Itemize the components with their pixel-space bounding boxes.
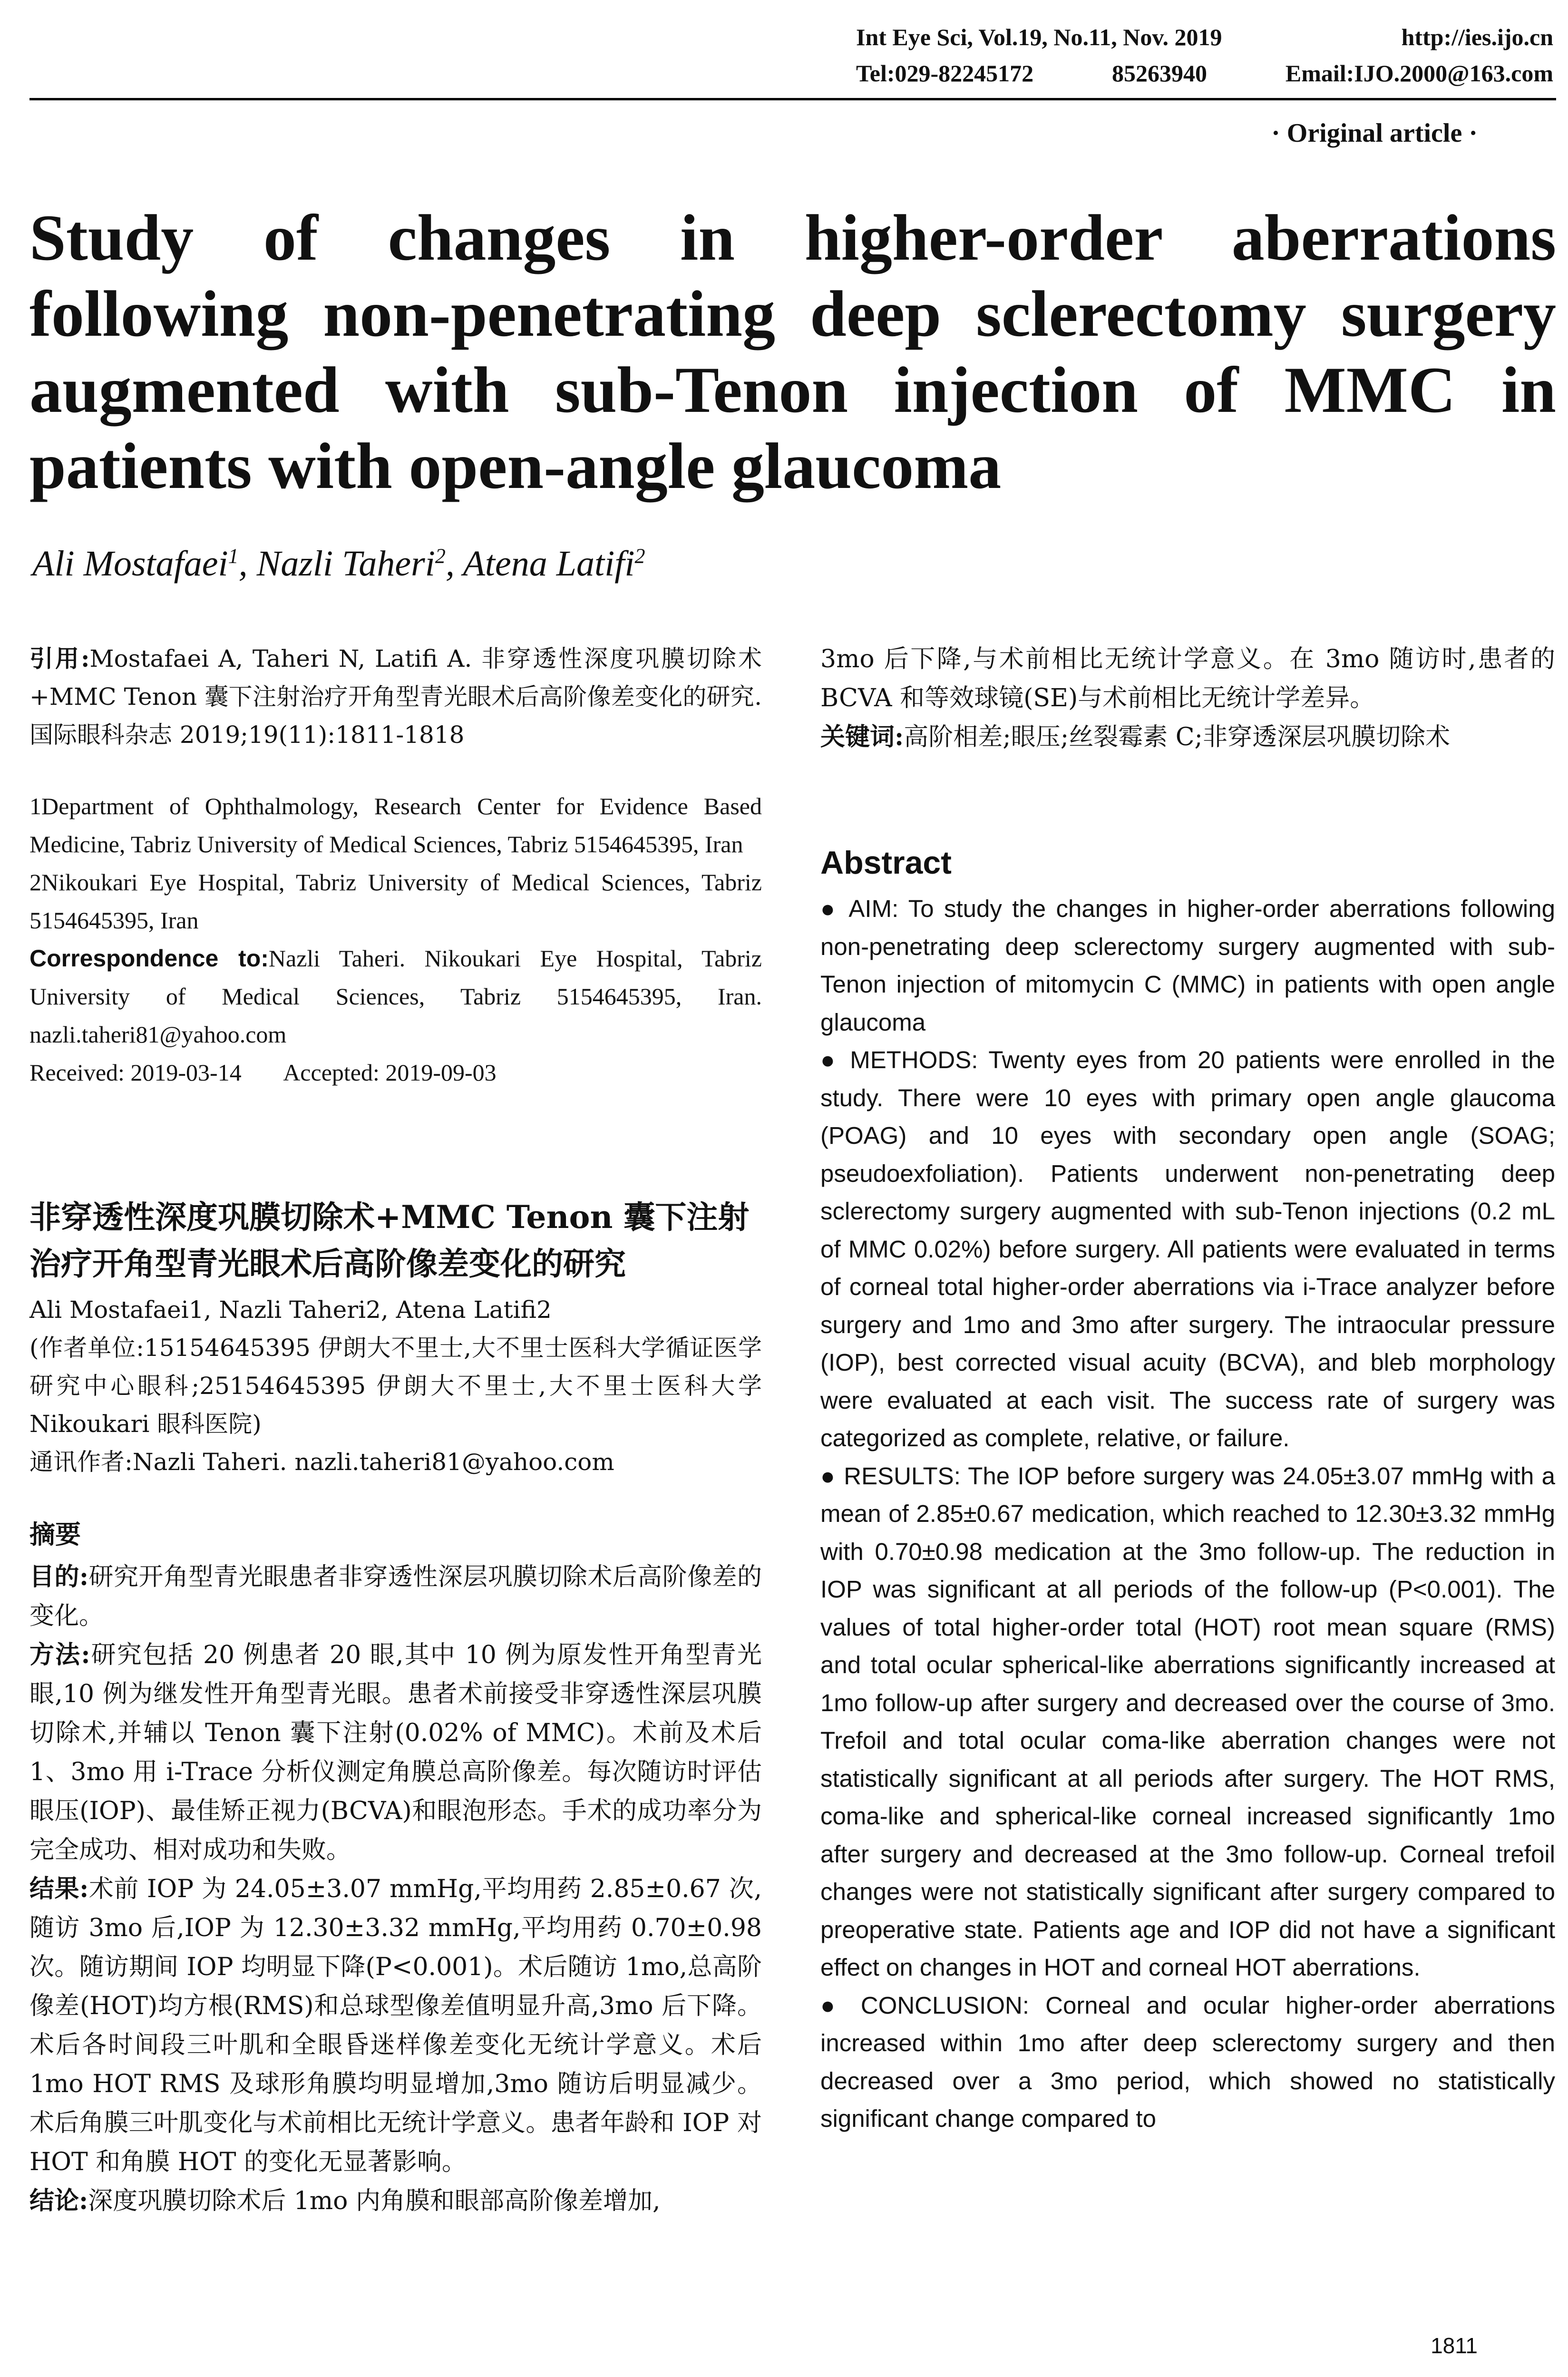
chinese-contact: 通讯作者:Nazli Taheri. nazli.taheri81@yahoo.com — [29, 1448, 614, 1476]
chinese-keywords — [820, 718, 1555, 757]
english-abstract-heading: Abstract — [820, 845, 952, 881]
english-results-text: The IOP before surgery was 24.05±3.07 mmHg with a mean of 2.85±0.67 medication, which reached to 12.30±3.32 mmHg with 0.70±0.98 medication at the 3mo follow-up. The reduction in IOP was significant at all periods of the follow-up (P<0.001). The values of total higher-order total (HOT) root mean square (RMS) and total ocular spherical-like aberrations significantly increased at 1mo follow-up after surgery and decreased over the course of 3mo. Trefoil and total ocular coma-like aberration changes were not statistically significant at all periods after surgery. The HOT RMS, coma-like and spherical-like corneal increased significantly 1mo after surgery and decreased at the 3mo follow-up. Corneal trefoil changes were not statistically significant after surgery compared to preoperative state. Patients age and IOP did not have a significant effect on changes in HOT and corneal HOT aberrations. — [820, 1462, 1555, 1981]
english-results-label: RESULTS: — [844, 1462, 961, 1490]
english-methods — [820, 1041, 1555, 1457]
chinese-keywords-label: 关键词: — [820, 722, 904, 751]
chinese-title: 非穿透性深度巩膜切除术+MMC Tenon 囊下注射治疗开角型青光眼术后高阶像差变化的研究 — [29, 1198, 750, 1282]
chinese-authors: Ali Mostafaei1, Nazli Taheri2, Atena Latifi2 — [29, 1296, 552, 1324]
citation-text: Mostafaei A, Taheri N, Latifi A. 非穿透性深度巩膜切除术+MMC Tenon 囊下注射治疗开角型青光眼术后高阶像差变化的研究. 国际眼科杂志 2019;19(11):1811-1818 — [29, 645, 762, 749]
english-methods-text: Twenty eyes from 20 patients were enrolled in the study. There were 10 eyes with primary open angle glaucoma (POAG) and 10 eyes with secondary open angle (SOAG; pseudoexfoliation). Patients underwent non-penetrating deep sclerectomy surgery augmented with sub-Tenon injections (0.2 mL of MMC 0.02%) before surgery. All patients were evaluated in terms of corneal total higher-order aberrations via i-Trace analyzer before surgery and 1mo and 3mo after surgery. The intraocular pressure (IOP), best corrected visual acuity (BCVA), and bleb morphology were evaluated at each visit. The success rate of surgery was categorized as complete, relative, or failure. — [820, 1046, 1555, 1452]
english-aim-label: AIM: — [848, 895, 899, 922]
correspondence-text: Nazli Taheri. Nikoukari Eye Hospital, Tabriz University of Medical Sciences, Tabriz 5154645395, Iran. nazli.taheri81@yahoo.com — [29, 945, 762, 1048]
chinese-conclusion-label: 结论: — [29, 2186, 88, 2215]
chinese-methods-label: 方法: — [29, 1640, 90, 1669]
english-aim-text: To study the changes in higher-order aberrations following non-penetrating deep sclerectomy surgery augmented with sub-Tenon injection of mitomycin C (MMC) in patients with open angle glaucoma — [820, 895, 1555, 1036]
english-methods-label: METHODS: — [850, 1046, 978, 1073]
author-3-affiliation: 2 — [634, 544, 645, 568]
received-date: Received: 2019-03-14 — [29, 1059, 242, 1086]
journal-email[interactable]: Email:IJO.2000@163.com — [1285, 60, 1553, 87]
author-list: Ali Mostafaei$^1$, Nazli Taheri$^2$, Atena Latifi$^2$ — [32, 544, 645, 584]
correspondence-label: Correspondence to: — [29, 945, 269, 972]
chinese-results-text: 术前 IOP 为 24.05±3.07 mmHg,平均用药 2.85±0.67 次,随访 3mo 后,IOP 为 12.30±3.32 mmHg,平均用药 0.70±0.98 次。随访期间 IOP 均明显下降(P<0.001)。术后随访 1mo,总高阶像差(HOT)均方根(RMS)和总球型像差值明显升高,3mo 后下降。术后各时间段三叶肌和全眼昏迷样像差变化无统计学意义。术后 1mo HOT RMS 及球形角膜均明显增加,3mo 随访后明显减少。术后角膜三叶肌变化与术前相比无统计学意义。患者年龄和 IOP 对 HOT 和角膜 HOT 的变化无显著影响。 — [29, 1875, 762, 2176]
bullet-icon: ● — [820, 1462, 844, 1490]
english-results — [820, 1457, 1555, 1987]
author-1-affiliation: 1 — [228, 544, 239, 568]
chinese-results — [29, 1870, 762, 2182]
chinese-aim-text: 研究开角型青光眼患者非穿透性深层巩膜切除术后高阶像差的变化。 — [29, 1563, 762, 1630]
dates — [29, 1053, 762, 1091]
chinese-conclusion — [29, 2182, 762, 2221]
citation-label: 引用: — [29, 644, 90, 672]
english-aim — [820, 890, 1555, 1041]
english-conclusion-text: Corneal and ocular higher-order aberrations increased within 1mo after deep sclerectomy surgery and then decreased over a 3mo period, which showed no statistically significant change compared to — [820, 1991, 1556, 2132]
chinese-abstract-heading: 摘要 — [29, 1519, 81, 1549]
header-divider — [29, 98, 1556, 100]
author-1: Ali Mostafaei — [32, 544, 228, 584]
english-abstract — [820, 844, 1555, 2138]
bullet-icon: ● — [820, 1991, 861, 2019]
english-conclusion-label: CONCLUSION: — [860, 1991, 1030, 2019]
citation-block — [29, 640, 762, 754]
chinese-keywords-text: 高阶相差;眼压;丝裂霉素 C;非穿透深层巩膜切除术 — [904, 723, 1451, 751]
chinese-conclusion-text: 深度巩膜切除术后 1mo 内角膜和眼部高阶像差增加, — [88, 2187, 661, 2215]
journal-tel2: 85263940 — [1112, 60, 1207, 87]
page-number: 1811 — [1431, 2333, 1478, 2358]
bullet-icon: ● — [820, 895, 849, 922]
chinese-methods — [29, 1636, 762, 1870]
journal-tel: Tel:029-82245172 — [856, 60, 1034, 87]
journal-url[interactable]: http://ies.ijo.cn — [1401, 24, 1553, 50]
chinese-units: (作者单位:15154645395 伊朗大不里士,大不里士医科大学循证医学研究中心眼科;25154645395 伊朗大不里士,大不里士医科大学 Nikoukari 眼科医院) — [29, 1334, 762, 1438]
chinese-abstract-continued — [820, 640, 1555, 757]
article-title: Study of changes in higher-order aberrations following non-penetrating deep sclerectomy surgery augmented with sub-Tenon injection of MMC in patients with open-angle glaucoma — [29, 201, 1556, 502]
chinese-results-label: 结果: — [29, 1874, 89, 1903]
affiliations-block — [29, 787, 762, 1091]
accepted-date: Accepted: 2019-09-03 — [283, 1059, 497, 1086]
chinese-conclusion-continued: 3mo 后下降,与术前相比无统计学意义。在 3mo 随访时,患者的 BCVA 和等效球镜(SE)与术前相比无统计学差异。 — [820, 645, 1555, 712]
journal-info: Int Eye Sci, Vol.19, No.11, Nov. 2019 — [856, 24, 1222, 50]
chinese-title-block — [29, 1194, 762, 1481]
journal-header — [856, 19, 1553, 91]
chinese-aim-label: 目的: — [29, 1562, 89, 1591]
author-2: Nazli Taheri — [256, 544, 435, 584]
affiliation-2: 2Nikoukari Eye Hospital, Tabriz University of Medical Sciences, Tabriz 5154645395, Iran — [29, 869, 762, 934]
author-3: Atena Latifi — [463, 544, 635, 584]
author-2-affiliation: 2 — [435, 544, 446, 568]
chinese-methods-text: 研究包括 20 例患者 20 眼,其中 10 例为原发性开角型青光眼,10 例为继发性开角型青光眼。患者术前接受非穿透性深层巩膜切除术,并辅以 Tenon 囊下注射(0.02% of MMC)。术前及术后 1、3mo 用 i-Trace 分析仪测定角膜总高阶像差。每次随访时评估眼压(IOP)、最佳矫正视力(BCVA)和眼泡形态。手术的成功率分为完全成功、相对成功和失败。 — [29, 1641, 762, 1864]
bullet-icon: ● — [820, 1046, 850, 1073]
correspondence — [29, 939, 762, 1053]
chinese-aim — [29, 1558, 762, 1636]
chinese-abstract — [29, 1515, 762, 2221]
section-label: · Original article · — [1271, 118, 1478, 148]
english-conclusion — [820, 1987, 1555, 2138]
affiliation-1: 1Department of Ophthalmology, Research Center for Evidence Based Medicine, Tabriz University of Medical Sciences, Tabriz 5154645395, Iran — [29, 793, 762, 857]
